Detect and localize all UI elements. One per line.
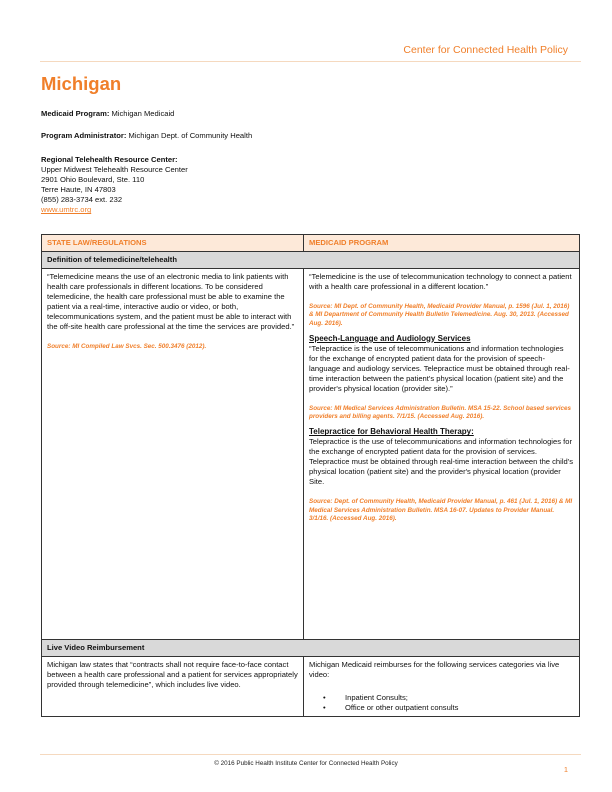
- medicaid-live-video-text: Michigan Medicaid reimburses for the following services categories via live video:: [309, 660, 560, 679]
- resource-center-name: Upper Midwest Telehealth Resource Center: [41, 165, 188, 175]
- resource-center-phone: (855) 283-3734 ext. 232: [41, 195, 123, 205]
- bullet-icon: •: [323, 693, 326, 702]
- section-header-row: [42, 252, 580, 269]
- state-law-cell: [42, 269, 304, 640]
- page-number: 1: [563, 765, 568, 774]
- state-law-live-video-text: Michigan law states that “contracts shall not require face-to-face contact between a health care professional and a patient for services appropriately provided through telemedicine”, which includes live video.: [47, 660, 298, 689]
- subsection-text-speech: “Telepractice is the use of telecommunications and information technologies for the exchange of encrypted patient data for the provision of speech-language and audiology services. Telepractice must be obtained through real-time interaction between the patient's physical location (patient site) and the provider's physical location (provider site).”: [309, 343, 570, 393]
- column-header-medicaid: MEDICAID PROGRAM: [304, 235, 580, 252]
- state-law-definition-text: “Telemedicine means the use of an electronic media to link patients with health care professionals in different locations. To be considered telemedicine, the health care professional must be able to examine the patient via a real-time, interactive audio or video, or both, telecommunications system, and the patient must be able to interact with the off-site health care professional at the time the services are provided.”: [47, 272, 295, 331]
- medicaid-definition-source: Source: MI Dept. of Community Health, Medicaid Provider Manual, p. 1596 (Jul. 1, 2016) & MI Department of Community Health Bulletin Telemedicine. Aug. 30, 2013. (Accessed Aug. 2016).: [309, 303, 570, 327]
- resource-center-address-line1: 2901 Ohio Boulevard, Ste. 110: [41, 175, 145, 185]
- medicaid-program-line: [41, 109, 174, 119]
- table-row: [42, 269, 580, 640]
- page-title: Michigan: [41, 73, 122, 94]
- column-header-state-law: STATE LAW/REGULATIONS: [42, 235, 304, 252]
- subsection-heading-speech: Speech-Language and Audiology Services: [309, 333, 471, 343]
- footer-divider: [40, 754, 581, 755]
- footer-copyright: © 2016 Public Health Institute Center for Connected Health Policy: [214, 760, 398, 767]
- header-divider: [40, 61, 581, 62]
- list-item-text: Office or other outpatient consults: [345, 703, 459, 712]
- medicaid-cell: [304, 657, 580, 717]
- table-header-row: [42, 235, 580, 252]
- section-title-definition: Definition of telemedicine/telehealth: [42, 252, 580, 269]
- section-header-row: [42, 640, 580, 657]
- list-item: [323, 703, 574, 713]
- table-row: [42, 657, 580, 717]
- subsection-text-behavioral: Telepractice is the use of telecommunications and information technologies for the exchange of encrypted patient data for the provision of services. Telepractice must be obtained through real-time interaction between the child's physical location (patient site) and the provider's physical location (provider Site.: [309, 437, 574, 487]
- subsection-source-speech: Source: MI Medical Services Administration Bulletin. MSA 15-22. School based services providers and billing agents. 7/1/15. (Accessed Aug. 2016).: [309, 404, 571, 421]
- resource-center-label: Regional Telehealth Resource Center:: [41, 155, 178, 164]
- state-law-definition-source: Source: MI Compiled Law Svcs. Sec. 500.3476 (2012).: [47, 343, 207, 350]
- resource-center-address-line2: Terre Haute, IN 47803: [41, 185, 116, 195]
- program-administrator-value: Michigan Dept. of Community Health: [128, 131, 253, 140]
- medicaid-program-label: Medicaid Program:: [41, 109, 110, 118]
- list-item-text: Inpatient Consults;: [345, 693, 408, 702]
- medicaid-program-value: Michigan Medicaid: [111, 109, 175, 118]
- program-administrator-label: Program Administrator:: [41, 131, 127, 140]
- subsection-heading-behavioral: Telepractice for Behavioral Health Therapy:: [309, 427, 474, 437]
- subsection-source-behavioral: Source: Dept. of Community Health, Medicaid Provider Manual, p. 461 (Jul. 1, 2016) & MI Medical Services Administration Bulletin. MSA 16-07. Updates to Provider Manual. 3/1/16. (Accessed Aug. 2016).: [309, 498, 573, 523]
- list-item: [323, 693, 574, 703]
- state-law-cell: [42, 657, 304, 717]
- medicaid-definition-text: “Telemedicine is the use of telecommunication technology to connect a patient with a health care professional in a different location.”: [309, 272, 572, 291]
- live-video-services-list: [309, 693, 574, 713]
- resource-center-block: [41, 155, 188, 216]
- medicaid-cell: [304, 269, 580, 640]
- header-organization: Center for Connected Health Policy: [403, 44, 568, 56]
- section-title-live-video: Live Video Reimbursement: [42, 640, 580, 657]
- resource-center-website-link[interactable]: www.umtrc.org: [41, 205, 92, 215]
- program-administrator-line: [41, 131, 252, 141]
- bullet-icon: •: [323, 703, 326, 712]
- policy-table: [41, 234, 580, 717]
